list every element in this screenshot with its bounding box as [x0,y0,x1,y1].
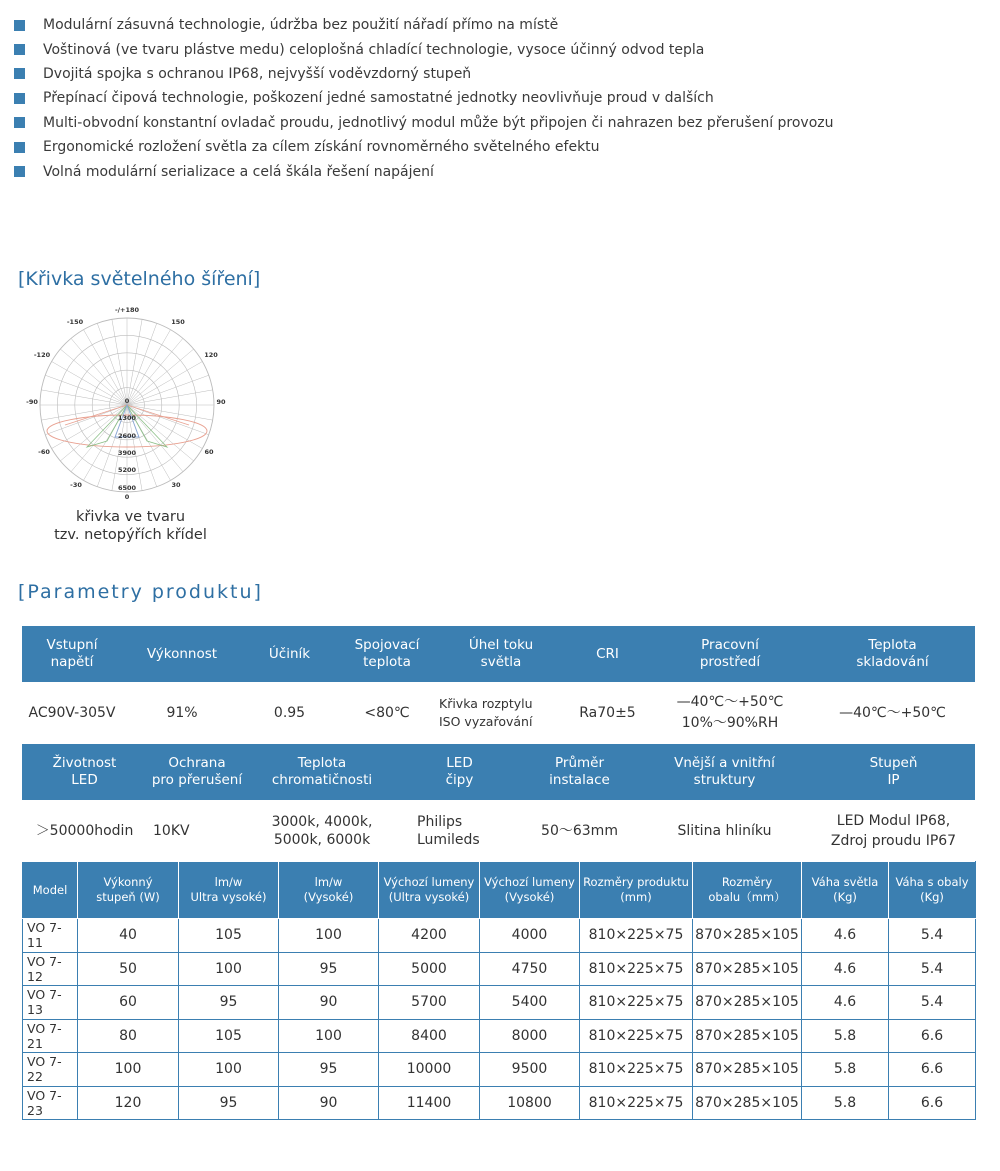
table-cell: 95 [279,1053,379,1087]
feature-item [14,37,834,61]
angle-label: -90 [26,398,38,406]
model-cell: VO 7-22 [23,1053,78,1087]
angle-label: 0 [124,493,130,501]
curve-section-title: [Křivka světelného šíření] [18,268,261,290]
table-cell: 4.6 [802,986,889,1020]
value-cell: LED Modul IP68, Zdroj proudu IP67 [830,813,957,849]
square-bullet-icon [14,117,25,128]
header-cell: Průměr instalace [522,744,637,800]
table-cell: 105 [179,1019,279,1053]
table-cell: 8400 [379,1019,480,1053]
feature-text: Voštinová (ve tvaru plástve medu) celoplošná chladící technologie, vysoce účinný odvod tepla [43,41,705,58]
table-cell: 9500 [480,1053,580,1087]
table-row [23,986,976,1020]
header-cell: Výkonný stupeň (W) [78,862,179,919]
curve-caption-line: křivka ve tvaru [75,509,186,525]
table-cell: 5.8 [802,1053,889,1087]
header-cell: Rozměry produktu (mm) [580,862,693,919]
table-cell: 810×225×75 [580,1086,693,1120]
table-cell: 870×285×105 [693,952,802,986]
angle-label: -30 [70,481,82,489]
table-row [23,1053,976,1087]
feature-text: Ergonomické rozložení světla za cílem získání rovnoměrného světelného efektu [43,139,600,156]
angle-label: -120 [33,351,51,359]
model-cell: VO 7-12 [23,952,78,986]
header-cell: Model [23,862,78,919]
angle-label: 30 [171,481,181,489]
angle-label: 120 [204,351,218,359]
feature-text: Přepínací čipová technologie, poškození jedné samostatné jednotky neovlivňuje proud v dalších [43,90,714,107]
table-cell: 870×285×105 [693,1053,802,1087]
table-cell: 120 [78,1086,179,1120]
table-cell: 100 [179,1053,279,1087]
table-cell: 100 [78,1053,179,1087]
header-cell: Výkonnost [122,626,242,682]
table-cell: 4.6 [802,952,889,986]
feature-item [14,159,834,183]
feature-item [14,62,834,86]
table-cell: 90 [279,986,379,1020]
table-cell: 5.8 [802,1086,889,1120]
table-row [23,952,976,986]
feature-text: Modulární zásuvná technologie, údržba bez použití nářadí přímo na místě [43,17,559,34]
table-cell: 95 [179,1086,279,1120]
table-cell: 80 [78,1019,179,1053]
table-row [23,1086,976,1120]
table-cell: 5000 [379,952,480,986]
table-cell: 5.4 [889,986,976,1020]
header-cell: Vstupní napětí [22,626,122,682]
table-cell: 90 [279,1086,379,1120]
header-cell: Pracovní prostředí [650,626,810,682]
radial-label: 5200 [117,466,137,474]
model-cell: VO 7-13 [23,986,78,1020]
value-cell: Slitina hliníku [677,823,772,839]
table-cell: 810×225×75 [580,1053,693,1087]
table-row [23,919,976,953]
header-cell: lm/w (Vysoké) [279,862,379,919]
table-cell: 10800 [480,1086,580,1120]
table-cell: 5.4 [889,952,976,986]
angle-label: 90 [216,398,226,406]
header-cell: Rozměry obalu（mm） [693,862,802,919]
value-cell: 10KV [153,823,190,839]
table-cell: 60 [78,986,179,1020]
model-table [22,861,976,1120]
square-bullet-icon [14,68,25,79]
value-cell: —40℃～+50℃ [839,705,946,721]
table-cell: 5.8 [802,1019,889,1053]
feature-item [14,111,834,135]
table-cell: 11400 [379,1086,480,1120]
value-cell: 3000k, 4000k, 5000k, 6000k [271,814,373,848]
params-table-2 [22,744,975,862]
value-cell: <80℃ [364,705,410,721]
header-cell: Úhel toku světla [437,626,565,682]
params-value-row [22,682,975,744]
params-header-row [22,626,975,682]
header-cell: Vnější a vnitřní struktury [637,744,812,800]
feature-list [14,13,834,184]
curve-caption [18,508,243,544]
value-cell: 50～63mm [541,823,618,839]
table-cell: 100 [279,1019,379,1053]
table-cell: 4200 [379,919,480,953]
header-cell: LED čipy [397,744,522,800]
table-cell: 5400 [480,986,580,1020]
table-cell: 870×285×105 [693,986,802,1020]
square-bullet-icon [14,20,25,31]
table-cell: 10000 [379,1053,480,1087]
table-cell: 4.6 [802,919,889,953]
radial-label: 3900 [117,449,137,457]
feature-item [14,135,834,159]
table-cell: 40 [78,919,179,953]
curve-caption-line: tzv. netopýřích křídel [54,527,207,543]
table-cell: 810×225×75 [580,919,693,953]
value-cell: —40℃～+50℃ 10%～90%RH [676,694,784,731]
table-cell: 810×225×75 [580,952,693,986]
header-cell: Spojovací teplota [337,626,437,682]
value-cell: ＞50000hodin [35,823,134,839]
header-cell: Ochrana pro přerušení [147,744,247,800]
square-bullet-icon [14,44,25,55]
square-bullet-icon [14,166,25,177]
params-section-title: [Parametry produktu] [18,581,263,603]
table-cell: 6.6 [889,1086,976,1120]
table-cell: 6.6 [889,1053,976,1087]
model-cell: VO 7-11 [23,919,78,953]
header-cell: lm/w Ultra vysoké) [179,862,279,919]
feature-item [14,86,834,110]
header-cell: Účiník [242,626,337,682]
table-cell: 95 [279,952,379,986]
model-cell: VO 7-21 [23,1019,78,1053]
header-cell: Váha světla (Kg) [802,862,889,919]
table-cell: 5.4 [889,919,976,953]
value-cell: Křivka rozptylu ISO vyzařování [439,696,533,729]
feature-text: Volná modulární serializace a celá škála řešení napájení [43,163,434,180]
table-cell: 810×225×75 [580,986,693,1020]
table-cell: 6.6 [889,1019,976,1053]
value-cell: Ra70±5 [579,705,636,721]
angle-label: -/+180 [114,306,140,314]
table-cell: 870×285×105 [693,1086,802,1120]
table-row [23,1019,976,1053]
table-cell: 810×225×75 [580,1019,693,1053]
header-cell: CRI [565,626,650,682]
model-cell: VO 7-23 [23,1086,78,1120]
header-cell: Stupeň IP [812,744,975,800]
table-cell: 870×285×105 [693,919,802,953]
table-cell: 870×285×105 [693,1019,802,1053]
feature-text: Multi-obvodní konstantní ovladač proudu, jednotlivý modul může být připojen či nahrazen bez přerušení provozu [43,114,834,131]
angle-label: 150 [171,318,185,326]
header-cell: Životnost LED [22,744,147,800]
radial-label: 2600 [117,432,137,440]
radial-label: 1300 [117,414,137,422]
value-cell: 0.95 [273,705,306,721]
value-cell: AC90V-305V [28,705,116,721]
header-cell: Teplota skladování [810,626,975,682]
feature-text: Dvojitá spojka s ochranou IP68, nejvyšší voděvzdorný stupeň [43,65,472,82]
params-header-row [22,744,975,800]
table-cell: 100 [279,919,379,953]
model-header-row [23,862,976,919]
table-cell: 8000 [480,1019,580,1053]
header-cell: Váha s obaly (Kg) [889,862,976,919]
angle-label: -60 [38,448,50,456]
table-cell: 50 [78,952,179,986]
header-cell: Výchozí lumeny (Ultra vysoké) [379,862,480,919]
radial-label: 6500 [117,484,137,492]
square-bullet-icon [14,93,25,104]
table-cell: 5700 [379,986,480,1020]
value-cell: 91% [166,705,198,721]
table-cell: 4000 [480,919,580,953]
polar-light-distribution-diagram [18,300,243,505]
value-cell: Philips Lumileds [417,814,480,848]
header-cell: Teplota chromatičnosti [247,744,397,800]
params-value-row [22,800,975,862]
header-cell: Výchozí lumeny (Vysoké) [480,862,580,919]
square-bullet-icon [14,142,25,153]
table-cell: 4750 [480,952,580,986]
angle-label: 0 [124,397,130,405]
feature-item [14,13,834,37]
angle-label: -150 [66,318,84,326]
angle-label: 60 [204,448,214,456]
table-cell: 105 [179,919,279,953]
table-cell: 95 [179,986,279,1020]
table-cell: 100 [179,952,279,986]
params-table-1 [22,626,975,744]
